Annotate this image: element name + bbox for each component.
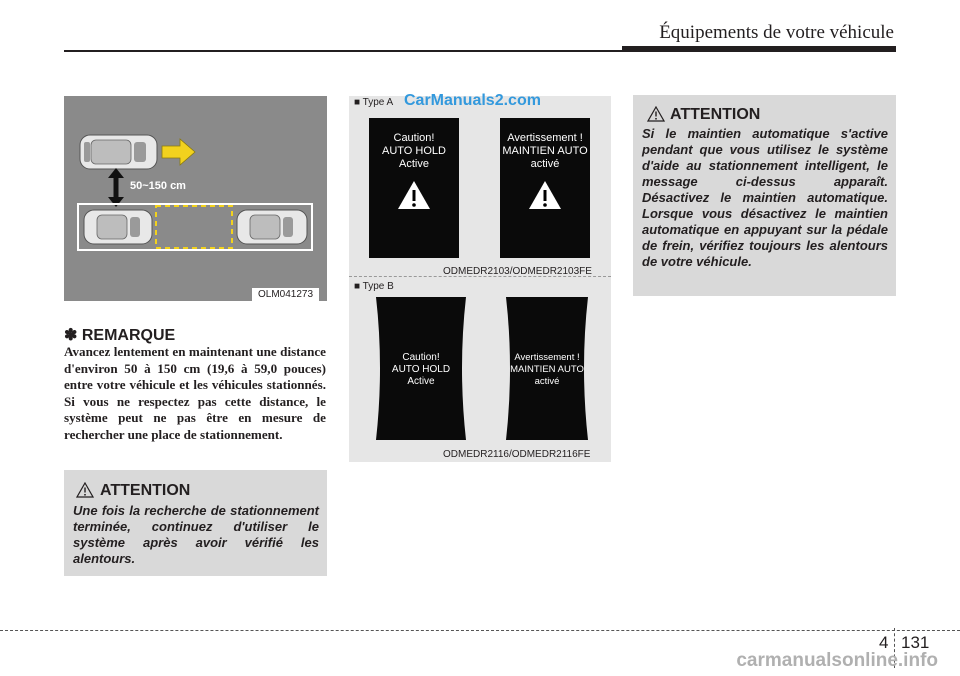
- warning-triangle-icon: [528, 180, 562, 210]
- display-line: MAINTIEN AUTO: [510, 364, 584, 375]
- distance-label: 50~150 cm: [130, 180, 186, 192]
- display-line: AUTO HOLD: [382, 145, 446, 157]
- remarque-title: ✽ REMARQUE: [64, 327, 176, 344]
- warning-triangle-icon: [397, 180, 431, 210]
- display-line: Active: [407, 376, 435, 387]
- header-rule: [64, 50, 896, 52]
- display-line: activé: [534, 376, 560, 387]
- type-a-code: ODMEDR2103/ODMEDR2103FE: [443, 266, 592, 277]
- warning-triangle-icon: [647, 106, 665, 122]
- attention-box-left: [64, 470, 327, 576]
- display-line: activé: [530, 158, 560, 170]
- parked-car-right-icon: [237, 210, 307, 244]
- display-caution-en: [369, 118, 459, 258]
- footer-rule: [0, 630, 960, 631]
- page-header-title: Équipements de votre véhicule: [659, 22, 894, 43]
- parked-car-left-icon: [84, 210, 152, 244]
- type-b-code: ODMEDR2116/ODMEDR2116FE: [443, 449, 591, 460]
- page-number: 131: [901, 633, 930, 652]
- remarque-body: Avancez lentement en maintenant une distance d'environ 50 à 150 cm (19,6 à 59,0 pouces) entre votre véhicule et les véhicules stationnés. Si vous ne respectez pas cette distance, le système peut ne pas être en mesure de rechercher une place de stationnement.: [64, 344, 326, 442]
- display-autohold-fr: [502, 297, 592, 440]
- attention-text: Si le maintien automatique s'active pendant que vous utilisez le système d'aide au stationnement intelligent, le message ci-dessus apparaît. Désactivez le maintien automatique. Lorsque vous désactivez le maintien automatique en appuyant sur la pédale de frein, vérifiez toujours les alentours de votre véhicule.: [642, 126, 888, 269]
- display-caution-fr: [500, 118, 590, 258]
- display-line: Caution!: [393, 132, 435, 144]
- attention-title: ATTENTION: [670, 106, 761, 123]
- chapter-number: 4: [879, 633, 889, 652]
- type-b-label: ■ Type B: [354, 281, 394, 292]
- illustration-code: OLM041273: [252, 288, 319, 301]
- attention-box-right: [633, 95, 896, 296]
- parking-illustration: [64, 96, 327, 301]
- parking-diagram: [64, 96, 327, 301]
- display-autohold-en: [372, 297, 470, 440]
- display-line: Avertissement !: [507, 132, 583, 144]
- display-line: Avertissement !: [514, 352, 580, 363]
- type-a-label: ■ Type A: [354, 97, 394, 108]
- footer-watermark: carmanualsonline.info: [736, 650, 938, 671]
- display-line: AUTO HOLD: [391, 364, 451, 375]
- panel-divider: [349, 276, 611, 277]
- attention-title: ATTENTION: [100, 482, 191, 499]
- attention-text: Une fois la recherche de stationnement terminée, continuez d'utiliser le système après avoir vérifié les alentours.: [73, 503, 319, 566]
- site-watermark: CarManuals2.com: [404, 92, 541, 109]
- display-line: Caution!: [402, 352, 440, 363]
- display-line: Active: [399, 158, 429, 170]
- moving-car-icon: [80, 135, 157, 169]
- warning-triangle-icon: [76, 482, 94, 498]
- display-line: MAINTIEN AUTO: [502, 145, 588, 157]
